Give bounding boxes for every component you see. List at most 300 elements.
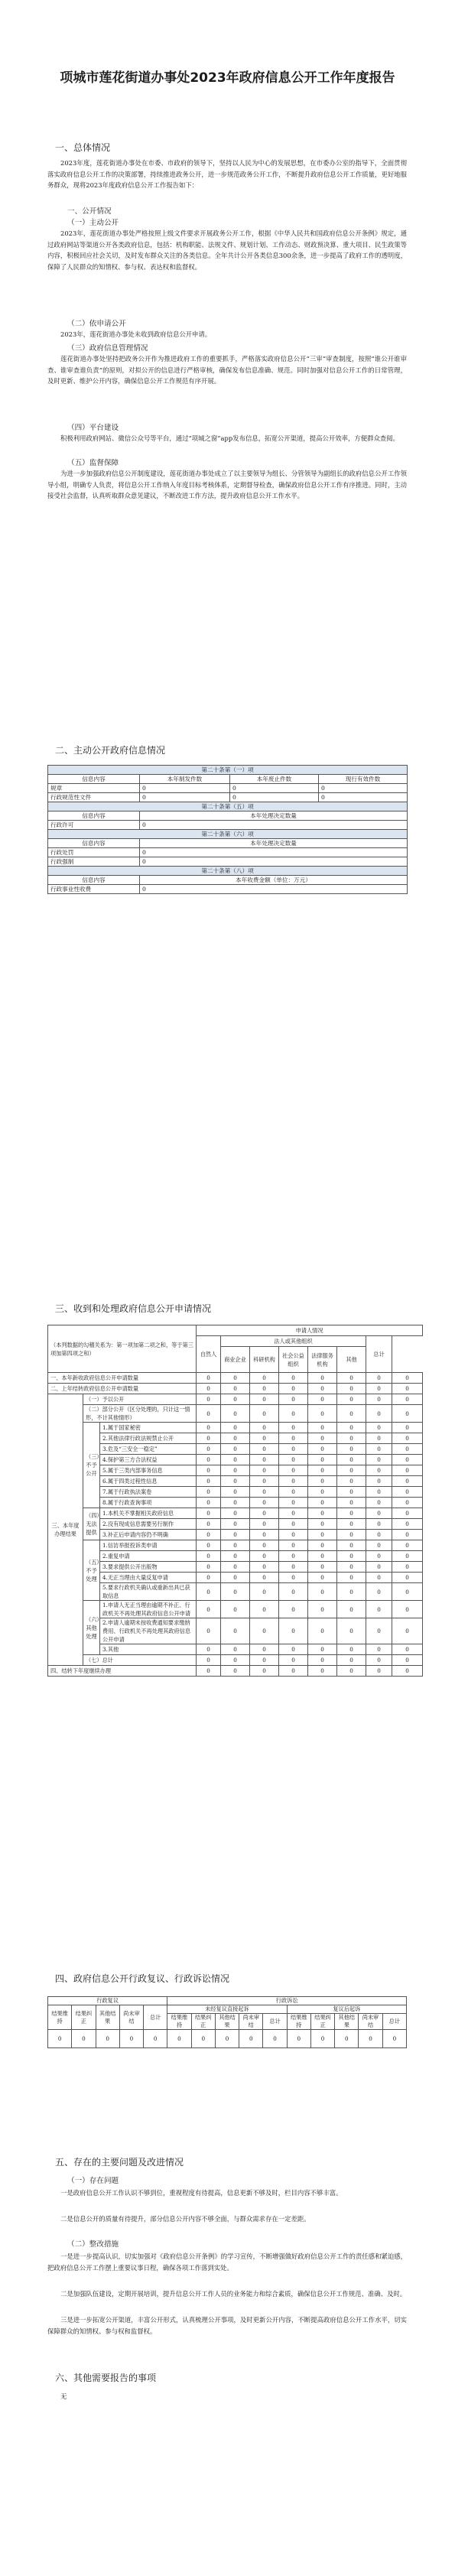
table-cell: 0 <box>250 1618 279 1644</box>
problems-p1: 一是政府信息公开工作认识不够到位，重视程度有待提高，信息更新不够及时，栏目内容不够丰富。 <box>60 2189 343 2197</box>
table-cell: 0 <box>392 1618 423 1644</box>
col-header: 尚未审结 <box>359 2014 382 2030</box>
table-cell: 0 <box>308 1666 337 1677</box>
col-header: 未经复议直接起诉 <box>167 2005 287 2014</box>
table-cell: 0 <box>279 1666 308 1677</box>
table-cell: 0 <box>337 1384 366 1394</box>
table-cell: 0 <box>366 1508 392 1519</box>
table-cell: 0 <box>250 1573 279 1583</box>
overview-sub1a: （一）主动公开 <box>67 219 119 227</box>
col-header: 总计 <box>263 2014 287 2030</box>
table-cell: 0 <box>319 793 408 802</box>
table-cell: 0 <box>392 1465 423 1476</box>
problems-p3: 一是进一步提高认识，切实加强对《政府信息公开条例》的学习宣传，不断增强做好政府信息公开工作的责任感和紧迫感，把政府信息公开工作摆上重要议事日程，确保各项工作落到实处。 <box>47 2252 407 2272</box>
table-cell: 0 <box>366 1655 392 1666</box>
row-label: 7.属于行政执法案卷 <box>100 1487 197 1498</box>
table-cell: 0 <box>221 1508 250 1519</box>
table-cell: 0 <box>197 1444 221 1455</box>
col-header: 其他结果 <box>215 2014 239 2030</box>
table-cell: 0 <box>337 1487 366 1498</box>
table-cell: 0 <box>250 1487 279 1498</box>
table-cell: 0 <box>366 1384 392 1394</box>
table-cell: 0 <box>279 1455 308 1465</box>
table-cell: 0 <box>366 1562 392 1573</box>
row-label: 行政强制 <box>48 857 140 867</box>
subgroup-label: （五）不予处理 <box>83 1540 100 1601</box>
table-cell: 0 <box>250 1519 279 1530</box>
table-cell: 0 <box>392 1540 423 1551</box>
table-cell: 0 <box>392 1498 423 1508</box>
table-cell: 0 <box>197 1562 221 1573</box>
table-cell: 0 <box>308 1394 337 1405</box>
table-cell: 0 <box>197 1373 221 1384</box>
table-cell: 0 <box>337 1433 366 1444</box>
table-cell: 0 <box>48 2030 72 2048</box>
table-cell: 0 <box>279 1498 308 1508</box>
table-cell: 0 <box>392 1384 423 1394</box>
table-cell: 0 <box>221 1394 250 1405</box>
table-cell: 0 <box>337 1423 366 1433</box>
col-header-cat: 科研机构 <box>250 1347 279 1373</box>
table-cell: 0 <box>250 1476 279 1487</box>
table-cell: 0 <box>221 1465 250 1476</box>
table-cell: 0 <box>308 1487 337 1498</box>
table-cell: 0 <box>392 1487 423 1498</box>
table-cell: 0 <box>221 1405 250 1423</box>
table-cell: 0 <box>279 1476 308 1487</box>
table-cell: 0 <box>337 1540 366 1551</box>
table-cell: 0 <box>140 821 408 830</box>
table-cell: 0 <box>337 1551 366 1562</box>
table-cell: 0 <box>366 1465 392 1476</box>
table-cell: 0 <box>366 1405 392 1423</box>
row-label: 2.其他法律行政法规禁止公开 <box>100 1433 197 1444</box>
table-cell: 0 <box>279 1530 308 1540</box>
table-cell: 0 <box>279 1583 308 1601</box>
problems-p5: 三是进一步拓宽公开渠道，丰富公开形式，认真梳理公开事项，及时更新公开内容，不断提高政府信息公开工作水平，切实保障群众的知情权、参与权和监督权。 <box>47 2316 407 2335</box>
table-cell: 0 <box>308 1405 337 1423</box>
table-cell: 0 <box>392 1666 423 1677</box>
overview-sub1d: （四）平台建设 <box>67 424 119 432</box>
table-cell: 0 <box>250 1433 279 1444</box>
table-cell: 0 <box>366 1530 392 1540</box>
table-cell: 0 <box>366 1601 392 1618</box>
table-cell: 0 <box>250 1508 279 1519</box>
subgroup-label: （四）无法提供 <box>83 1508 100 1540</box>
table-section-row: 第二十条第（一）项 <box>48 766 408 775</box>
table-cell: 0 <box>221 1655 250 1666</box>
row-label: 四、结转下年度继续办理 <box>48 1666 197 1677</box>
table-cell: 0 <box>250 1530 279 1540</box>
table-cell: 0 <box>308 1508 337 1519</box>
table-cell: 0 <box>392 1551 423 1562</box>
row-label: 8.属于行政查询事项 <box>100 1498 197 1508</box>
table-cell: 0 <box>197 1573 221 1583</box>
table-cell: 0 <box>392 1476 423 1487</box>
row-label: 一、本年新收政府信息公开申请数量 <box>48 1373 197 1384</box>
col-header: 总计 <box>144 2005 167 2030</box>
table-cell: 0 <box>392 1583 423 1601</box>
table-cell: 0 <box>72 2030 96 2048</box>
table-cell: 0 <box>337 1498 366 1508</box>
col-header: 结果维持 <box>287 2014 310 2030</box>
table-cell: 0 <box>167 2030 191 2048</box>
table-cell: 0 <box>392 1644 423 1655</box>
table-cell: 0 <box>366 1373 392 1384</box>
table-cell: 0 <box>221 1423 250 1433</box>
row-label: 1.本机关不掌握相关政府信息 <box>100 1508 197 1519</box>
table-cell: 0 <box>197 1455 221 1465</box>
table-cell: 0 <box>250 1644 279 1655</box>
row-label: 行政处罚 <box>48 848 140 857</box>
table-cell: 0 <box>382 2030 406 2048</box>
table-cell: 0 <box>308 1519 337 1530</box>
table-cell: 0 <box>279 1405 308 1423</box>
table-cell: 0 <box>221 1487 250 1498</box>
table-cell: 0 <box>279 1601 308 1618</box>
col-header-total: 总计 <box>366 1336 392 1373</box>
table-cell: 0 <box>337 1573 366 1583</box>
table-cell: 0 <box>308 1433 337 1444</box>
section-heading-applications: 三、收到和处理政府信息公开申请情况 <box>55 1303 212 1314</box>
col-header: 总计 <box>382 2014 406 2030</box>
table-cell: 0 <box>308 1455 337 1465</box>
problems-p4: 二是加强队伍建设，定期开展培训，提升信息公开工作人员的业务能力和综合素质，确保信息公开工作规范、准确、及时。 <box>60 2290 407 2298</box>
table-cell: 0 <box>366 1618 392 1644</box>
table-cell: 0 <box>337 1601 366 1618</box>
section-heading-review: 四、政府信息公开行政复议、行政诉讼情况 <box>55 1973 230 1984</box>
table-cell: 0 <box>250 1666 279 1677</box>
row-label: 3.补正后申请内容仍不明确 <box>100 1530 197 1540</box>
table-cell: 0 <box>337 1444 366 1455</box>
overview-sub1b: （二）依申请公开 <box>67 320 126 328</box>
table-cell: 0 <box>366 1433 392 1444</box>
problems-sub1: （一）存在问题 <box>67 2177 119 2185</box>
col-header: 结果纠正 <box>310 2014 334 2030</box>
table-cell: 0 <box>230 784 319 793</box>
col-header: 信息内容 <box>48 839 140 848</box>
table-cell: 0 <box>250 1583 279 1601</box>
litigation-header: 行政诉讼 <box>167 1997 407 2005</box>
table-cell: 0 <box>308 1540 337 1551</box>
table-cell: 0 <box>197 1394 221 1405</box>
section-heading-active: 二、主动公开政府信息情况 <box>55 745 166 756</box>
col-header: 结果维持 <box>48 2005 72 2030</box>
col-header: 信息内容 <box>48 876 140 885</box>
table-cell: 0 <box>140 885 408 894</box>
table-cell: 0 <box>96 2030 119 2048</box>
table-cell: 0 <box>221 1583 250 1601</box>
table-cell: 0 <box>250 1444 279 1455</box>
table-cell: 0 <box>279 1540 308 1551</box>
table-cell: 0 <box>308 1655 337 1666</box>
col-header: 本年废止件数 <box>230 775 319 784</box>
table-cell: 0 <box>250 1655 279 1666</box>
table-cell: 0 <box>308 1601 337 1618</box>
table-cell: 0 <box>250 1465 279 1476</box>
table-cell: 0 <box>337 1465 366 1476</box>
review-litigation-table <box>47 1996 407 2048</box>
table-cell: 0 <box>335 2030 359 2048</box>
table-cell: 0 <box>197 1508 221 1519</box>
col-header: 尚未审结 <box>119 2005 143 2030</box>
table-cell: 0 <box>366 1444 392 1455</box>
row-label: （一）予以公开 <box>83 1394 197 1405</box>
table-cell: 0 <box>197 1465 221 1476</box>
table-cell: 0 <box>250 1423 279 1433</box>
table-cell: 0 <box>308 1583 337 1601</box>
row-label: 1.属于国家秘密 <box>100 1423 197 1433</box>
table-cell: 0 <box>197 1540 221 1551</box>
row-label: 1.信访举报投诉类申请 <box>100 1540 197 1551</box>
table-cell: 0 <box>230 793 319 802</box>
table-cell: 0 <box>392 1655 423 1666</box>
table-cell: 0 <box>221 1476 250 1487</box>
table-cell: 0 <box>279 1644 308 1655</box>
section-heading-problems: 五、存在的主要问题及改进情况 <box>55 2157 184 2168</box>
row-label: 5.属于三类内部事务信息 <box>100 1465 197 1476</box>
table-cell: 0 <box>250 1551 279 1562</box>
table-cell: 0 <box>279 1433 308 1444</box>
table-section-row: 第二十条第（八）项 <box>48 867 408 876</box>
section-heading-overview: 一、总体情况 <box>55 142 111 153</box>
group-label: 三、本年度办理结果 <box>48 1394 83 1666</box>
page-title: 项城市莲花街道办事处2023年政府信息公开工作年度报告 <box>60 70 395 86</box>
col-header: 信息内容 <box>48 812 140 821</box>
table-cell: 0 <box>308 1573 337 1583</box>
table-cell: 0 <box>308 1498 337 1508</box>
table-cell: 0 <box>197 1583 221 1601</box>
table-cell: 0 <box>221 1433 250 1444</box>
table-cell: 0 <box>144 2030 167 2048</box>
table-cell: 0 <box>279 1508 308 1519</box>
table-cell: 0 <box>337 1476 366 1487</box>
table-cell: 0 <box>366 1644 392 1655</box>
row-label: 3.其他 <box>100 1644 197 1655</box>
table-section-row: 第二十条第（六）项 <box>48 830 408 839</box>
overview-intro: 2023年度，莲花街道办事处在市委、市政府的领导下，坚持以人民为中心的发展思想，在市委办公室的指导下，全面贯彻落实政府信息公开工作的决策部署，持续推进政务公开，进一步规范政务公开工作，不断提升政府信息公开工作质量，更好地服务群众，现将2023年度政府信息公开工作报告如下： <box>47 159 407 189</box>
table-cell: 0 <box>197 1487 221 1498</box>
table-cell: 0 <box>392 1423 423 1433</box>
row-label: 行政规范性文件 <box>48 793 140 802</box>
table-cell: 0 <box>392 1562 423 1573</box>
other-text: 无 <box>60 2392 67 2400</box>
application-table <box>47 1325 423 1677</box>
row-label: 行政事业性收费 <box>48 885 140 894</box>
table-section-row: 第二十条第（五）项 <box>48 802 408 812</box>
overview-sub1c: （三）政府信息管理情况 <box>67 344 148 353</box>
row-label: 4.保护第三方合法权益 <box>100 1455 197 1465</box>
table-cell: 0 <box>308 1465 337 1476</box>
table-cell: 0 <box>337 1519 366 1530</box>
table-cell: 0 <box>250 1601 279 1618</box>
table-cell: 0 <box>279 1373 308 1384</box>
table-cell: 0 <box>337 1583 366 1601</box>
overview-p4: 积极利用政府网站、微信公众号等平台，通过“项城之窗”app发布信息，拓宽公开渠道，提高公开效率，方便群众查阅。 <box>60 434 400 442</box>
row-label: 规章 <box>48 784 140 793</box>
col-header: 尚未审结 <box>239 2014 263 2030</box>
table-cell: 0 <box>119 2030 143 2048</box>
table-cell: 0 <box>279 1423 308 1433</box>
table-cell: 0 <box>337 1655 366 1666</box>
table-cell: 0 <box>287 2030 310 2048</box>
overview-p1: 2023年，莲花街道办事处严格按照上级文件要求开展政务公开工作，根据《中华人民共和国政府信息公开条例》规定，通过政府网站等渠道公开各类政府信息，包括：机构职能、法规文件、规划计划、工作动态、财政预决算、重大项目、民生政策等内容，积极回应社会关切，及时发布群众关注的各类信息。全年共计公开各类信息300余条，进一步提高了政府工作的透明度，保障了人民群众的知情权、参与权、表达权和监督权。 <box>47 229 407 271</box>
table-cell: 0 <box>221 1540 250 1551</box>
table-cell: 0 <box>263 2030 287 2048</box>
table-cell: 0 <box>392 1519 423 1530</box>
col-header: 信息内容 <box>48 775 140 784</box>
table-cell: 0 <box>308 1384 337 1394</box>
table-cell: 0 <box>337 1405 366 1423</box>
table-cell: 0 <box>337 1394 366 1405</box>
table-cell: 0 <box>366 1476 392 1487</box>
table-cell: 0 <box>191 2030 215 2048</box>
overview-p2: 2023年，莲花街道办事处未收到政府信息公开申请。 <box>60 330 212 338</box>
table-cell: 0 <box>221 1384 250 1394</box>
table-cell: 0 <box>310 2030 334 2048</box>
col-header-cat: 其他 <box>337 1347 366 1373</box>
table-cell: 0 <box>221 1519 250 1530</box>
table-cell: 0 <box>221 1373 250 1384</box>
table-cell: 0 <box>308 1476 337 1487</box>
table-cell: 0 <box>197 1618 221 1644</box>
table-cell: 0 <box>239 2030 263 2048</box>
table-cell: 0 <box>221 1666 250 1677</box>
table-cell: 0 <box>250 1455 279 1465</box>
table-cell: 0 <box>279 1618 308 1644</box>
table-cell: 0 <box>308 1551 337 1562</box>
table-cell: 0 <box>359 2030 382 2048</box>
table-cell: 0 <box>366 1540 392 1551</box>
table-cell: 0 <box>197 1384 221 1394</box>
row-label: 行政许可 <box>48 821 140 830</box>
table-cell: 0 <box>392 1530 423 1540</box>
row-label: 2.申请人逾期未按收费通知要求缴纳费用、行政机关不再处理其政府信息公开申请 <box>100 1618 197 1644</box>
table-cell: 0 <box>279 1465 308 1476</box>
review-header: 行政复议 <box>48 1997 167 2005</box>
table-cell: 0 <box>337 1562 366 1573</box>
active-disclosure-table <box>47 765 408 894</box>
col-header: 本年制发件数 <box>140 775 230 784</box>
table-cell: 0 <box>279 1551 308 1562</box>
col-header: 结果纠正 <box>72 2005 96 2030</box>
col-header: 本年处理决定数量 <box>140 839 408 848</box>
table-cell: 0 <box>221 1618 250 1644</box>
overview-p5: 为进一步加强政府信息公开制度建设，莲花街道办事处成立了以主要领导为组长、分管领导为副组长的政府信息公开工作领导小组，明确专人负责，将信息公开工作纳入年度目标考核体系，定期督导检查，确保政府信息公开工作有序推进。同时，主动接受社会监督，认真听取群众意见建议，不断改进工作方法，提升政府信息公开工作水平。 <box>47 470 407 499</box>
col-header-cat: 法律服务机构 <box>308 1347 337 1373</box>
table-cell: 0 <box>279 1384 308 1394</box>
table-cell: 0 <box>197 1423 221 1433</box>
table-cell: 0 <box>197 1601 221 1618</box>
table-cell: 0 <box>197 1498 221 1508</box>
table-cell: 0 <box>279 1487 308 1498</box>
table-cell: 0 <box>279 1394 308 1405</box>
table-cell: 0 <box>197 1655 221 1666</box>
table-cell: 0 <box>392 1444 423 1455</box>
row-label: 3.要求提供公开出版物 <box>100 1562 197 1573</box>
col-header-cat: 社会公益组织 <box>279 1347 308 1373</box>
table-cell: 0 <box>392 1405 423 1423</box>
table-cell: 0 <box>308 1444 337 1455</box>
table-cell: 0 <box>140 857 408 867</box>
table-cell: 0 <box>366 1583 392 1601</box>
table-cell: 0 <box>366 1551 392 1562</box>
row-label: 2.没有现成信息需要另行制作 <box>100 1519 197 1530</box>
table-cell: 0 <box>221 1573 250 1583</box>
table-cell: 0 <box>308 1423 337 1433</box>
col-header: 结果纠正 <box>191 2014 215 2030</box>
table-cell: 0 <box>250 1540 279 1551</box>
table-cell: 0 <box>392 1373 423 1384</box>
row-label: 二、上年结转政府信息公开申请数量 <box>48 1384 197 1394</box>
table-cell: 0 <box>221 1455 250 1465</box>
table-cell: 0 <box>250 1373 279 1384</box>
table-cell: 0 <box>337 1373 366 1384</box>
col-header: 复议后起诉 <box>287 2005 406 2014</box>
col-header-legal: 法人或其他组织 <box>221 1336 366 1347</box>
table-cell: 0 <box>366 1423 392 1433</box>
col-header: 结果维持 <box>167 2014 191 2030</box>
overview-p3: 莲花街道办事处坚持把政务公开作为推进政府工作的重要抓手，严格落实政府信息公开“三审”审查制度，按照“谁公开谁审查、谁审查谁负责”的原则，对拟公开的信息进行严格审核，确保发布信息准确、规范。同时加强对信息公开工作的日常管理，及时更新、维护公开内容，确保信息公开工作规范有序开展。 <box>47 355 407 385</box>
table-cell: 0 <box>197 1666 221 1677</box>
table-cell: 0 <box>279 1562 308 1573</box>
table-cell: 0 <box>366 1519 392 1530</box>
problems-sub2: （二）整改措施 <box>67 2240 119 2249</box>
table-cell: 0 <box>250 1562 279 1573</box>
table-cell: 0 <box>221 1498 250 1508</box>
col-header-natural: 自然人 <box>197 1336 221 1373</box>
table-cell: 0 <box>197 1530 221 1540</box>
table-cell: 0 <box>319 784 408 793</box>
table-cell: 0 <box>337 1508 366 1519</box>
table-cell: 0 <box>197 1644 221 1655</box>
table-cell: 0 <box>221 1551 250 1562</box>
table-cell: 0 <box>337 1666 366 1677</box>
row-label: 5.要求行政机关确认或重新出具已获取信息 <box>100 1583 197 1601</box>
table-cell: 0 <box>392 1601 423 1618</box>
table-cell: 0 <box>221 1562 250 1573</box>
table-cell: 0 <box>392 1433 423 1444</box>
table-cell: 0 <box>308 1373 337 1384</box>
table-cell: 0 <box>366 1573 392 1583</box>
table-cell: 0 <box>392 1508 423 1519</box>
col-header: 其他结果 <box>335 2014 359 2030</box>
table-cell: 0 <box>279 1655 308 1666</box>
table-cell: 0 <box>366 1498 392 1508</box>
table-cell: 0 <box>366 1487 392 1498</box>
row-label: （七）总计 <box>83 1655 197 1666</box>
col-header: 现行有效件数 <box>319 775 408 784</box>
table-cell: 0 <box>366 1394 392 1405</box>
table-cell: 0 <box>140 793 230 802</box>
table-cell: 0 <box>215 2030 239 2048</box>
table-cell: 0 <box>279 1573 308 1583</box>
table-cell: 0 <box>250 1498 279 1508</box>
table-cell: 0 <box>197 1433 221 1444</box>
table-cell: 0 <box>308 1562 337 1573</box>
table-cell: 0 <box>366 1666 392 1677</box>
table-cell: 0 <box>308 1530 337 1540</box>
table-cell: 0 <box>140 784 230 793</box>
col-header: 本年处理决定数量 <box>140 812 408 821</box>
overview-sub1: 一、公开情况 <box>67 207 112 216</box>
table-cell: 0 <box>392 1455 423 1465</box>
table-cell: 0 <box>279 1519 308 1530</box>
table-cell: 0 <box>308 1618 337 1644</box>
row-label: 4.无正当理由大量反复申请 <box>100 1573 197 1583</box>
subgroup-label: （六）其他处理 <box>83 1601 100 1655</box>
table-cell: 0 <box>250 1394 279 1405</box>
